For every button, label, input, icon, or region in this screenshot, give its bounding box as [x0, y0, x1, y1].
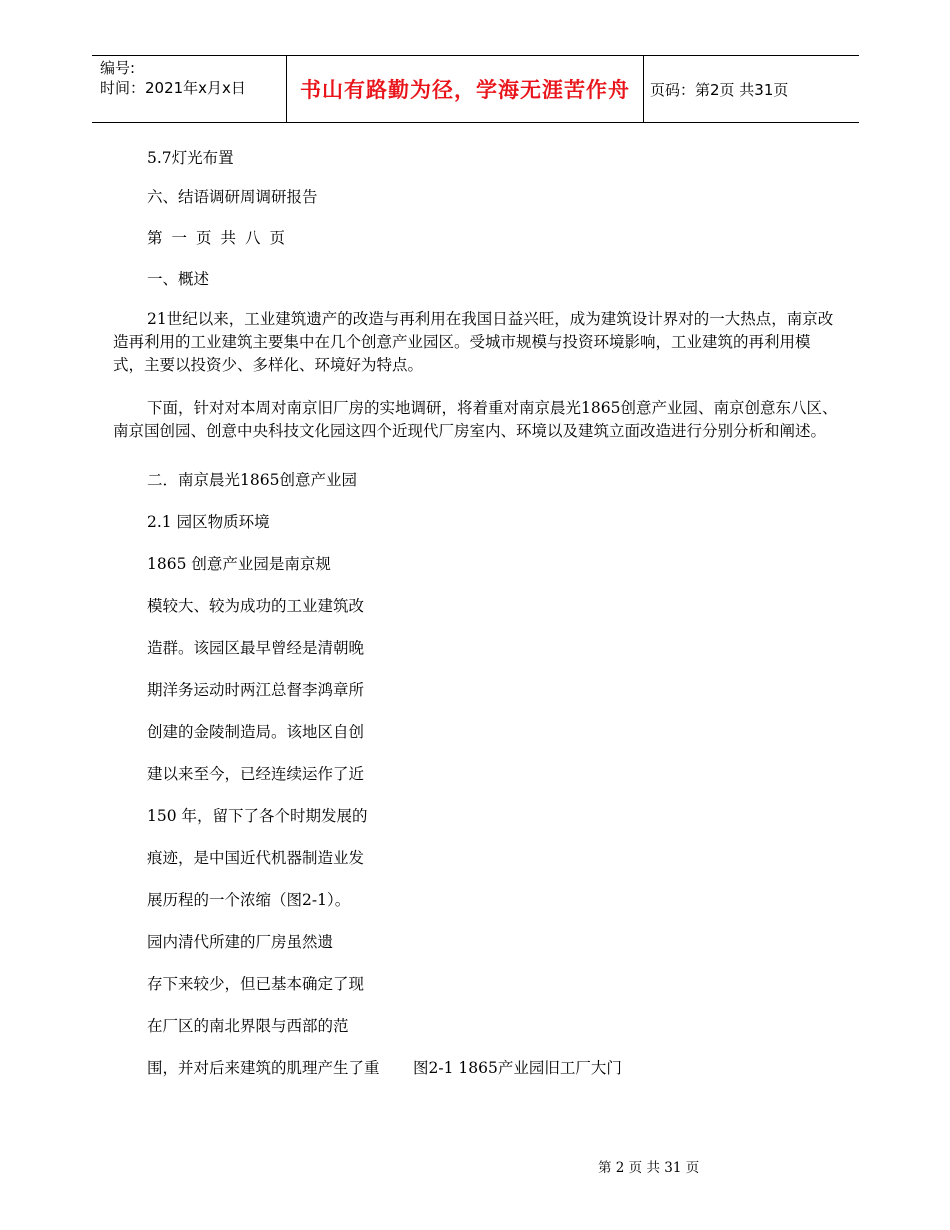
- time-label: 时间：2021年x月x日: [100, 79, 246, 97]
- header-motto: 书山有路勤为径，学海无涯苦作舟: [286, 56, 644, 122]
- text-line: 建以来至今，已经连续运作了近: [147, 765, 365, 783]
- text-line: 150 年，留下了各个时期发展的: [147, 807, 368, 825]
- header-page-label: 页码：第2页 共31页: [650, 80, 789, 99]
- text-line: 在厂区的南北界限与西部的范: [147, 1017, 349, 1035]
- section-heading: 5.7灯光布置: [147, 149, 234, 167]
- section-heading: 六、结语调研周调研报告: [147, 188, 318, 206]
- text-line: 存下来较少，但已基本确定了现: [147, 975, 365, 993]
- text-line: 展历程的一个浓缩（图2-1）。: [147, 891, 351, 909]
- page-footer: 第 2 页 共 31 页: [598, 1160, 700, 1176]
- text-line: 创建的金陵制造局。该地区自创: [147, 723, 365, 741]
- figure-caption: 图2-1 1865产业园旧工厂大门: [413, 1059, 622, 1077]
- serial-label: 编号:: [100, 59, 136, 77]
- paragraph: 下面，针对对本周对南京旧厂房的实地调研，将着重对南京晨光1865创意产业园、南京创意东八区、南京国创园、创意中央科技文化园这四个近现代厂房室内、环境以及建筑立面改造进行分别分析和阐述。: [113, 399, 838, 440]
- header-meta: [100, 58, 290, 98]
- text-line: 造群。该园区最早曾经是清朝晚: [147, 639, 365, 657]
- text-line: 围，并对后来建筑的肌理产生了重: [147, 1059, 380, 1077]
- paragraph: 21世纪以来，工业建筑遗产的改造与再利用在我国日益兴旺，成为建筑设计界对的一大热点，南京改造再利用的工业建筑主要集中在几个创意产业园区。受城市规模与投资环境影响，工业建筑的再利用模式，主要以投资少、多样化、环境好为特点。: [113, 310, 834, 374]
- section-heading: 一、概述: [147, 270, 210, 288]
- text-line: 园内清代所建的厂房虽然遗: [147, 933, 334, 951]
- text-line: 痕迹，是中国近代机器制造业发: [147, 849, 365, 867]
- page-note: 第一页共八页: [147, 229, 295, 247]
- section-heading: 2.1 园区物质环境: [147, 513, 270, 531]
- text-line: 模较大、较为成功的工业建筑改: [147, 597, 365, 615]
- document-header: [92, 55, 859, 123]
- text-line: 期洋务运动时两江总督李鸿章所: [147, 681, 365, 699]
- text-line: 1865 创意产业园是南京规: [147, 555, 331, 573]
- section-heading: 二．南京晨光1865创意产业园: [147, 471, 357, 489]
